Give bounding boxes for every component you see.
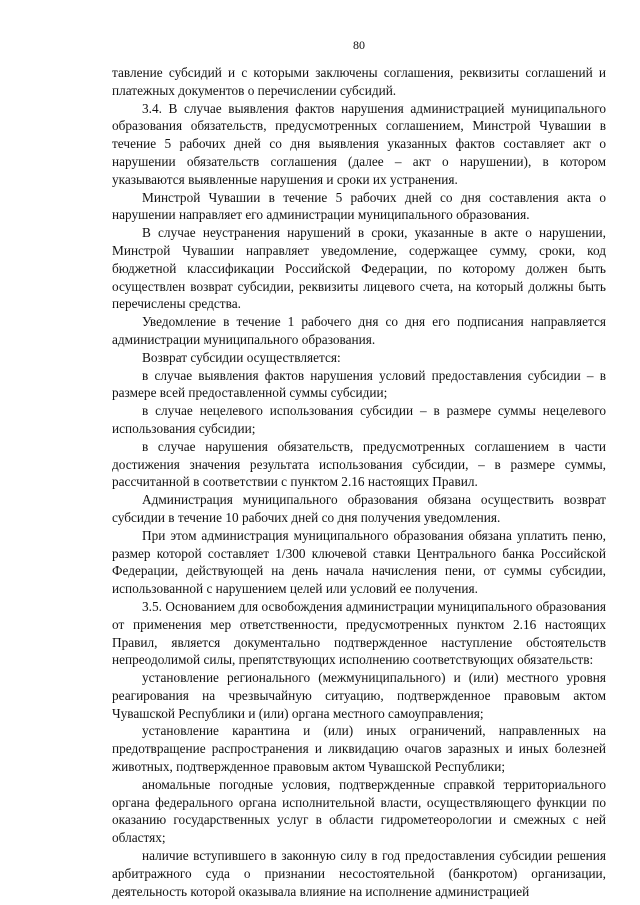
- paragraph: При этом администрация муниципального образования обязана уплатить пеню, размер которой составляет 1/300 ключевой ставки Центрального банка Российской Федерации, действующей на день начала начисления пени, от суммы субсидии, использованной с нарушением целей или условий ее получения.: [112, 527, 606, 597]
- list-item: аномальные погодные условия, подтвержденные справкой территориального органа федерального органа исполнительной власти, осуществляющего функции по оказанию государственных услуг в области гидрометеорологии и смежных с ней областях;: [112, 776, 606, 846]
- list-item: в случае нарушения обязательств, предусмотренных соглашением в части достижения значения результата использования субсидии, – в размере суммы, рассчитанной в соответствии с пунктом 2.16 настоящих Правил.: [112, 438, 606, 490]
- list-item: в случае выявления фактов нарушения условий предоставления субсидии – в размере всей предоставленной суммы субсидии;: [112, 367, 606, 401]
- paragraph: Возврат субсидии осуществляется:: [142, 349, 341, 365]
- paragraph: Минстрой Чувашии в течение 5 рабочих дней со дня составления акта о нарушении направляет его администрации муниципального образования.: [112, 189, 606, 223]
- paragraph: Уведомление в течение 1 рабочего дня со дня его подписания направляется администрации муниципального образования.: [112, 314, 606, 347]
- body-text: [112, 64, 606, 900]
- paragraph: Администрация муниципального образования обязана осуществить возврат субсидии в течение 10 рабочих дней со дня получения уведомления.: [112, 492, 606, 525]
- list-item: наличие вступившего в законную силу в год предоставления субсидии решения арбитражного суда о признании несостоятельной (банкротом) организации, деятельность которой оказывала влияние на исполнение администрацией: [112, 848, 606, 899]
- page-number: 80: [353, 38, 365, 52]
- paragraph-continuation: тавление субсидий и с которыми заключены соглашения, реквизиты соглашений и платежных документов о перечислении субсидий.: [112, 65, 606, 98]
- list-item: установление регионального (межмуниципального) и (или) местного уровня реагирования на чрезвычайную ситуацию, подтвержденное правовым актом Чувашской Республики и (или) органа местного самоуправления;: [112, 670, 606, 721]
- paragraph-3-5: 3.5. Основанием для освобождения администрации муниципального образования от применения мер ответственности, предусмотренных пунктом 2.16 настоящих Правил, является документально подтвержденное наступление обстоятельств непреодолимой силы, препятствующих исполнению соответствующих обязательств:: [112, 598, 606, 668]
- paragraph: В случае неустранения нарушений в сроки, указанные в акте о нарушении, Минстрой Чувашии направляет уведомление, содержащее сумму, сроки, код бюджетной классификации Российской Федерации, по которому должен быть осуществлен возврат субсидии, реквизиты лицевого счета, на который должны быть перечислены средства.: [112, 225, 606, 312]
- list-item: установление карантина и (или) иных ограничений, направленных на предотвращение распространения и ликвидацию очагов заразных и иных болезней животных, подтвержденное правовым актом Чувашской Республики;: [112, 723, 606, 775]
- list-item: в случае нецелевого использования субсидии – в размере суммы нецелевого использования субсидии;: [112, 403, 606, 436]
- paragraph-3-4: 3.4. В случае выявления фактов нарушения администрацией муниципального образования обязательств, предусмотренных соглашением, Минстрой Чувашии в течение 5 рабочих дней со дня выявления указанных фактов составляет акт о нарушении обязательств соглашения (далее – акт о нарушении), в котором указываются выявленные нарушения и сроки их устранения.: [112, 100, 606, 187]
